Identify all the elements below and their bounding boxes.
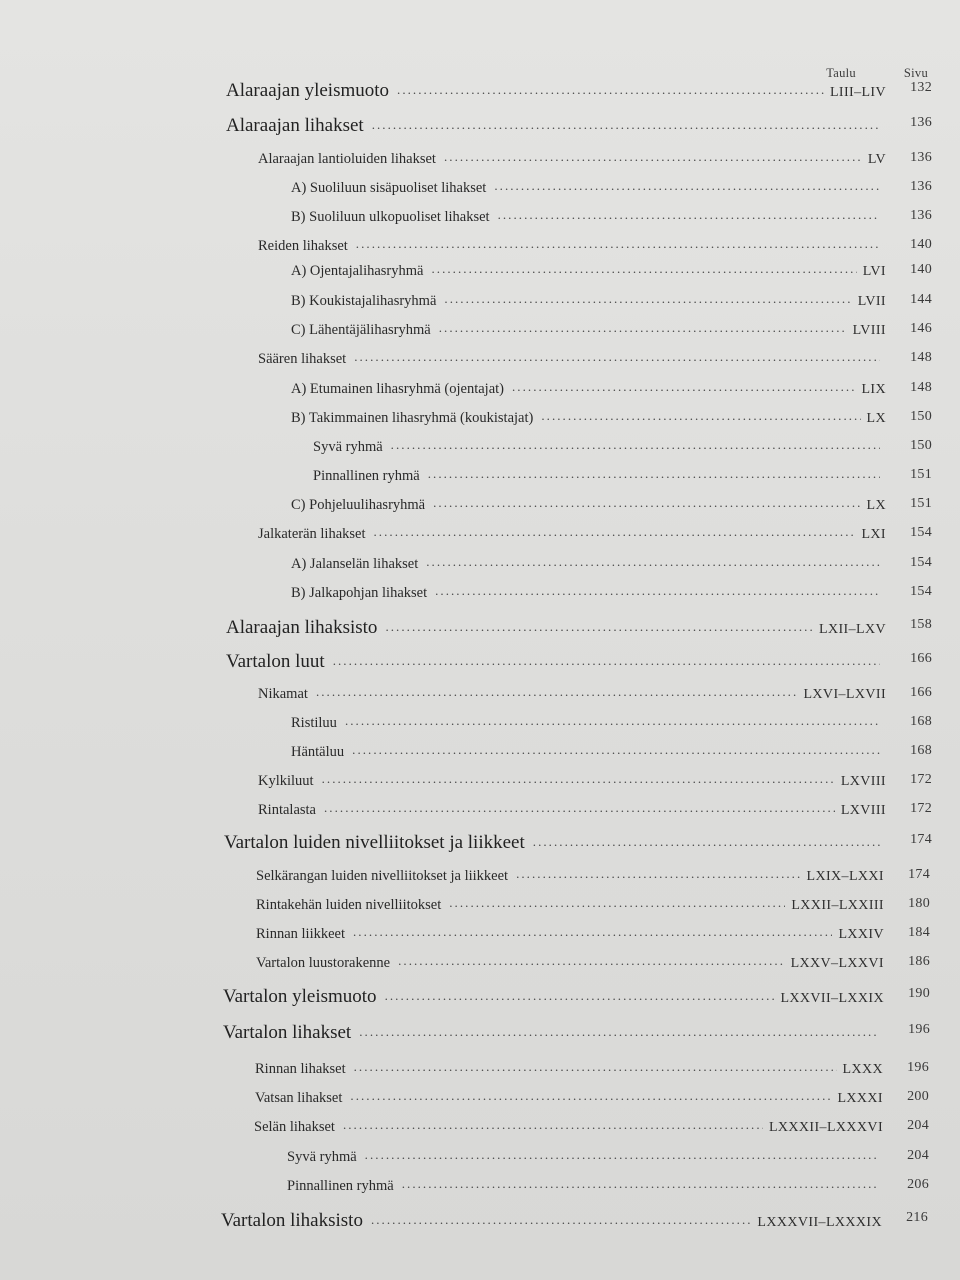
toc-entry [254,1118,929,1136]
toc-entry-page: 204 [907,1118,929,1133]
toc-entry [255,1089,929,1107]
toc-entry [224,832,932,854]
toc-entry-title: Rintalasta [258,802,316,818]
toc-entry [221,1210,928,1232]
toc-entry-title: Rinnan liikkeet [256,926,345,942]
toc-entry-page: 136 [910,150,932,165]
toc-entry-page: 132 [910,80,932,95]
dot-leader [391,438,880,451]
toc-entry-title: Alaraajan lihakset [226,115,364,136]
toc-entry-page: 148 [910,380,932,395]
toc-entry-page: 196 [907,1060,929,1075]
toc-entry-page: 166 [910,685,932,700]
header-sivu: Sivu [903,66,928,80]
toc-entry-title: Vartalon yleismuoto [223,986,377,1007]
toc-entry-page: 158 [910,617,932,632]
toc-entry-title: A) Ojentajalihasryhmä [291,263,424,279]
toc-entry-plate: LXXXVII–LXXXIX [757,1215,882,1230]
dot-leader [385,989,775,1002]
toc-entry-plate: LXXXI [837,1091,883,1106]
dot-leader [397,83,824,96]
toc-entry-page: 151 [910,496,932,511]
dot-leader [352,743,880,756]
dot-leader [372,118,880,131]
toc-entry-plate: LXVIII [840,803,886,818]
toc-entry [291,584,932,602]
toc-entry-page: 154 [910,525,932,540]
toc-entry-page: 180 [908,896,930,911]
toc-entry-title: B) Takimmainen lihasryhmä (koukistajat) [291,410,534,426]
toc-entry [291,292,932,310]
toc-entry [258,801,932,819]
toc-entry-page: 136 [910,179,932,194]
toc-entry [287,1148,929,1166]
toc-entry-plate: LXXVII–LXXIX [780,991,884,1006]
toc-entry-plate: LVI [862,264,886,279]
toc-entry [226,617,932,639]
toc-entry-title: Vartalon lihaksisto [221,1210,363,1231]
dot-leader [439,321,847,334]
toc-entry-title: Vartalon luut [226,651,325,672]
toc-entry [226,115,932,137]
toc-entry-title: B) Suoliluun ulkopuoliset lihakset [291,209,490,225]
toc-entry [258,525,932,543]
dot-leader [498,208,880,221]
dot-leader [365,1148,877,1161]
toc-entry [291,496,932,514]
toc-entry-page: 174 [910,832,932,847]
toc-entry-title: Syvä ryhmä [287,1149,357,1165]
toc-entry-title: Vatsan lihakset [255,1090,343,1106]
dot-leader [354,350,880,363]
toc-entry-page: 196 [908,1022,930,1037]
toc-entry-page: 184 [908,925,930,940]
toc-entry-plate: LXXIV [838,927,884,942]
toc-entry [256,867,930,885]
toc-entry-title: Vartalon luustorakenne [256,955,391,971]
toc-entry-page: 150 [910,438,932,453]
toc-entry-plate: LXXV–LXXVI [790,956,884,971]
toc-entry-page: 190 [908,986,930,1001]
toc-entry [287,1177,929,1195]
toc-entry-page: 174 [908,867,930,882]
toc-entry-title: Selkärangan luiden nivelliitokset ja liikkeet [256,868,509,884]
toc-entry-page: 151 [910,467,932,482]
toc-entry [258,772,932,790]
dot-leader [356,237,880,250]
toc-entry [291,409,932,427]
toc-entry-page: 168 [910,714,932,729]
dot-leader [533,835,880,848]
toc-entry-page: 136 [910,208,932,223]
toc-entry-title: Rintakehän luiden nivelliitokset [256,897,442,913]
dot-leader [426,555,880,568]
toc-entry-page: 206 [907,1177,929,1192]
toc-entry-title: A) Suoliluun sisäpuoliset lihakset [291,180,487,196]
toc-entry-plate: LX [866,411,886,426]
dot-leader [402,1177,877,1190]
toc-entry-page: 140 [910,262,932,277]
toc-entry-title: Nikamat [258,686,308,702]
toc-entry [291,743,932,761]
toc-entry [291,262,932,280]
toc-entry [313,467,932,485]
toc-entry [226,651,932,673]
dot-leader [322,772,835,785]
dot-leader [444,150,862,163]
toc-entry [291,208,932,226]
toc-entry-title: Rinnan lihakset [255,1061,346,1077]
toc-entry-plate: LXVI–LXVII [803,687,886,702]
dot-leader [345,714,880,727]
toc-entry [256,925,930,943]
toc-entry-title: Häntäluu [291,744,345,760]
dot-leader [333,654,880,667]
dot-leader [316,685,798,698]
dot-leader [516,867,800,880]
toc-entry [255,1060,929,1078]
dot-leader [359,1025,878,1038]
dot-leader [435,584,880,597]
toc-entry-title: A) Jalanselän lihakset [291,556,419,572]
toc-entry-title: Alaraajan lihaksisto [226,617,378,638]
toc-entry-title: C) Lähentäjälihasryhmä [291,322,431,338]
dot-leader [350,1089,831,1102]
toc-entry-page: 216 [906,1210,928,1225]
dot-leader [398,954,784,967]
toc-entry-title: Säären lihakset [258,351,347,367]
dot-leader [371,1213,751,1226]
dot-leader [354,1060,837,1073]
toc-entry-title: A) Etumainen lihasryhmä (ojentajat) [291,381,504,397]
toc-entry-title: Syvä ryhmä [313,439,383,455]
toc-entry [223,986,930,1008]
toc-entry-title: Selän lihakset [254,1119,335,1135]
toc-entry-plate: LIX [861,382,886,397]
toc-entry [291,380,932,398]
dot-leader [449,896,785,909]
dot-leader [444,292,851,305]
toc-entry-title: Kylkiluut [258,773,314,789]
toc-entry-title: Alaraajan lantioluiden lihakset [258,151,436,167]
toc-entry-title: Vartalon luiden nivelliitokset ja liikkeet [224,832,525,853]
dot-leader [353,925,832,938]
toc-entry-plate: LV [867,152,886,167]
toc-entry-title: B) Koukistajalihasryhmä [291,293,437,309]
toc-entry-title: Vartalon lihakset [223,1022,352,1043]
toc-entry-plate: LIII–LIV [829,85,886,100]
toc-entry-title: Alaraajan yleismuoto [226,80,390,101]
dot-leader [512,380,855,393]
toc-entry-title: Pinnallinen ryhmä [287,1178,394,1194]
toc-entry [258,685,932,703]
toc-entry [258,350,932,368]
toc-entry-title: B) Jalkapohjan lihakset [291,585,428,601]
toc-entry [291,179,932,197]
toc-entry-page: 140 [910,237,932,252]
toc-entry-plate: LXXX [842,1062,883,1077]
toc-entry-plate: LXXXII–LXXXVI [768,1120,883,1135]
toc-entry-plate: LVII [857,294,886,309]
toc-entry-page: 172 [910,801,932,816]
toc-entry [223,1022,930,1044]
dot-leader [494,179,880,192]
toc-entry-page: 204 [907,1148,929,1163]
dot-leader [431,262,856,275]
toc-entry [256,896,930,914]
dot-leader [374,525,856,538]
dot-leader [433,496,860,509]
dot-leader [385,620,813,633]
toc-entry-page: 146 [910,321,932,336]
toc-entry-page: 150 [910,409,932,424]
toc-entry [313,438,932,456]
toc-entry-page: 144 [910,292,932,307]
dot-leader [324,801,835,814]
header-taulu: Taulu [826,66,856,80]
toc-entry-plate: LXVIII [840,774,886,789]
toc-entry [291,714,932,732]
toc-entry-page: 154 [910,555,932,570]
dot-leader [428,467,880,480]
toc-entry-title: Reiden lihakset [258,238,348,254]
toc-entry-page: 172 [910,772,932,787]
toc-entry [291,555,932,573]
toc-entry-page: 200 [907,1089,929,1104]
toc-entry-plate: LXII–LXV [819,622,886,637]
toc-entry-page: 168 [910,743,932,758]
dot-leader [343,1118,763,1131]
toc-entry [258,237,932,255]
toc-entry-page: 148 [910,350,932,365]
dot-leader [541,409,860,422]
toc-entry-plate: LVIII [852,323,886,338]
toc-entry-page: 166 [910,651,932,666]
toc-entry [256,954,930,972]
toc-entry [226,80,932,102]
toc-entry-title: Ristiluu [291,715,337,731]
toc-entry-page: 154 [910,584,932,599]
toc-entry-plate: LXIX–LXXI [806,869,884,884]
toc-entry-title: Pinnallinen ryhmä [313,468,420,484]
toc-entry [258,150,932,168]
toc-entry-title: C) Pohjeluulihasryhmä [291,497,426,513]
toc-entry-plate: LXI [861,527,886,542]
toc-entry-plate: LX [866,498,886,513]
toc-entry [291,321,932,339]
toc-entry-page: 186 [908,954,930,969]
toc-entry-title: Jalkaterän lihakset [258,526,366,542]
toc-entry-page: 136 [910,115,932,130]
toc-entry-plate: LXXII–LXXIII [791,898,884,913]
